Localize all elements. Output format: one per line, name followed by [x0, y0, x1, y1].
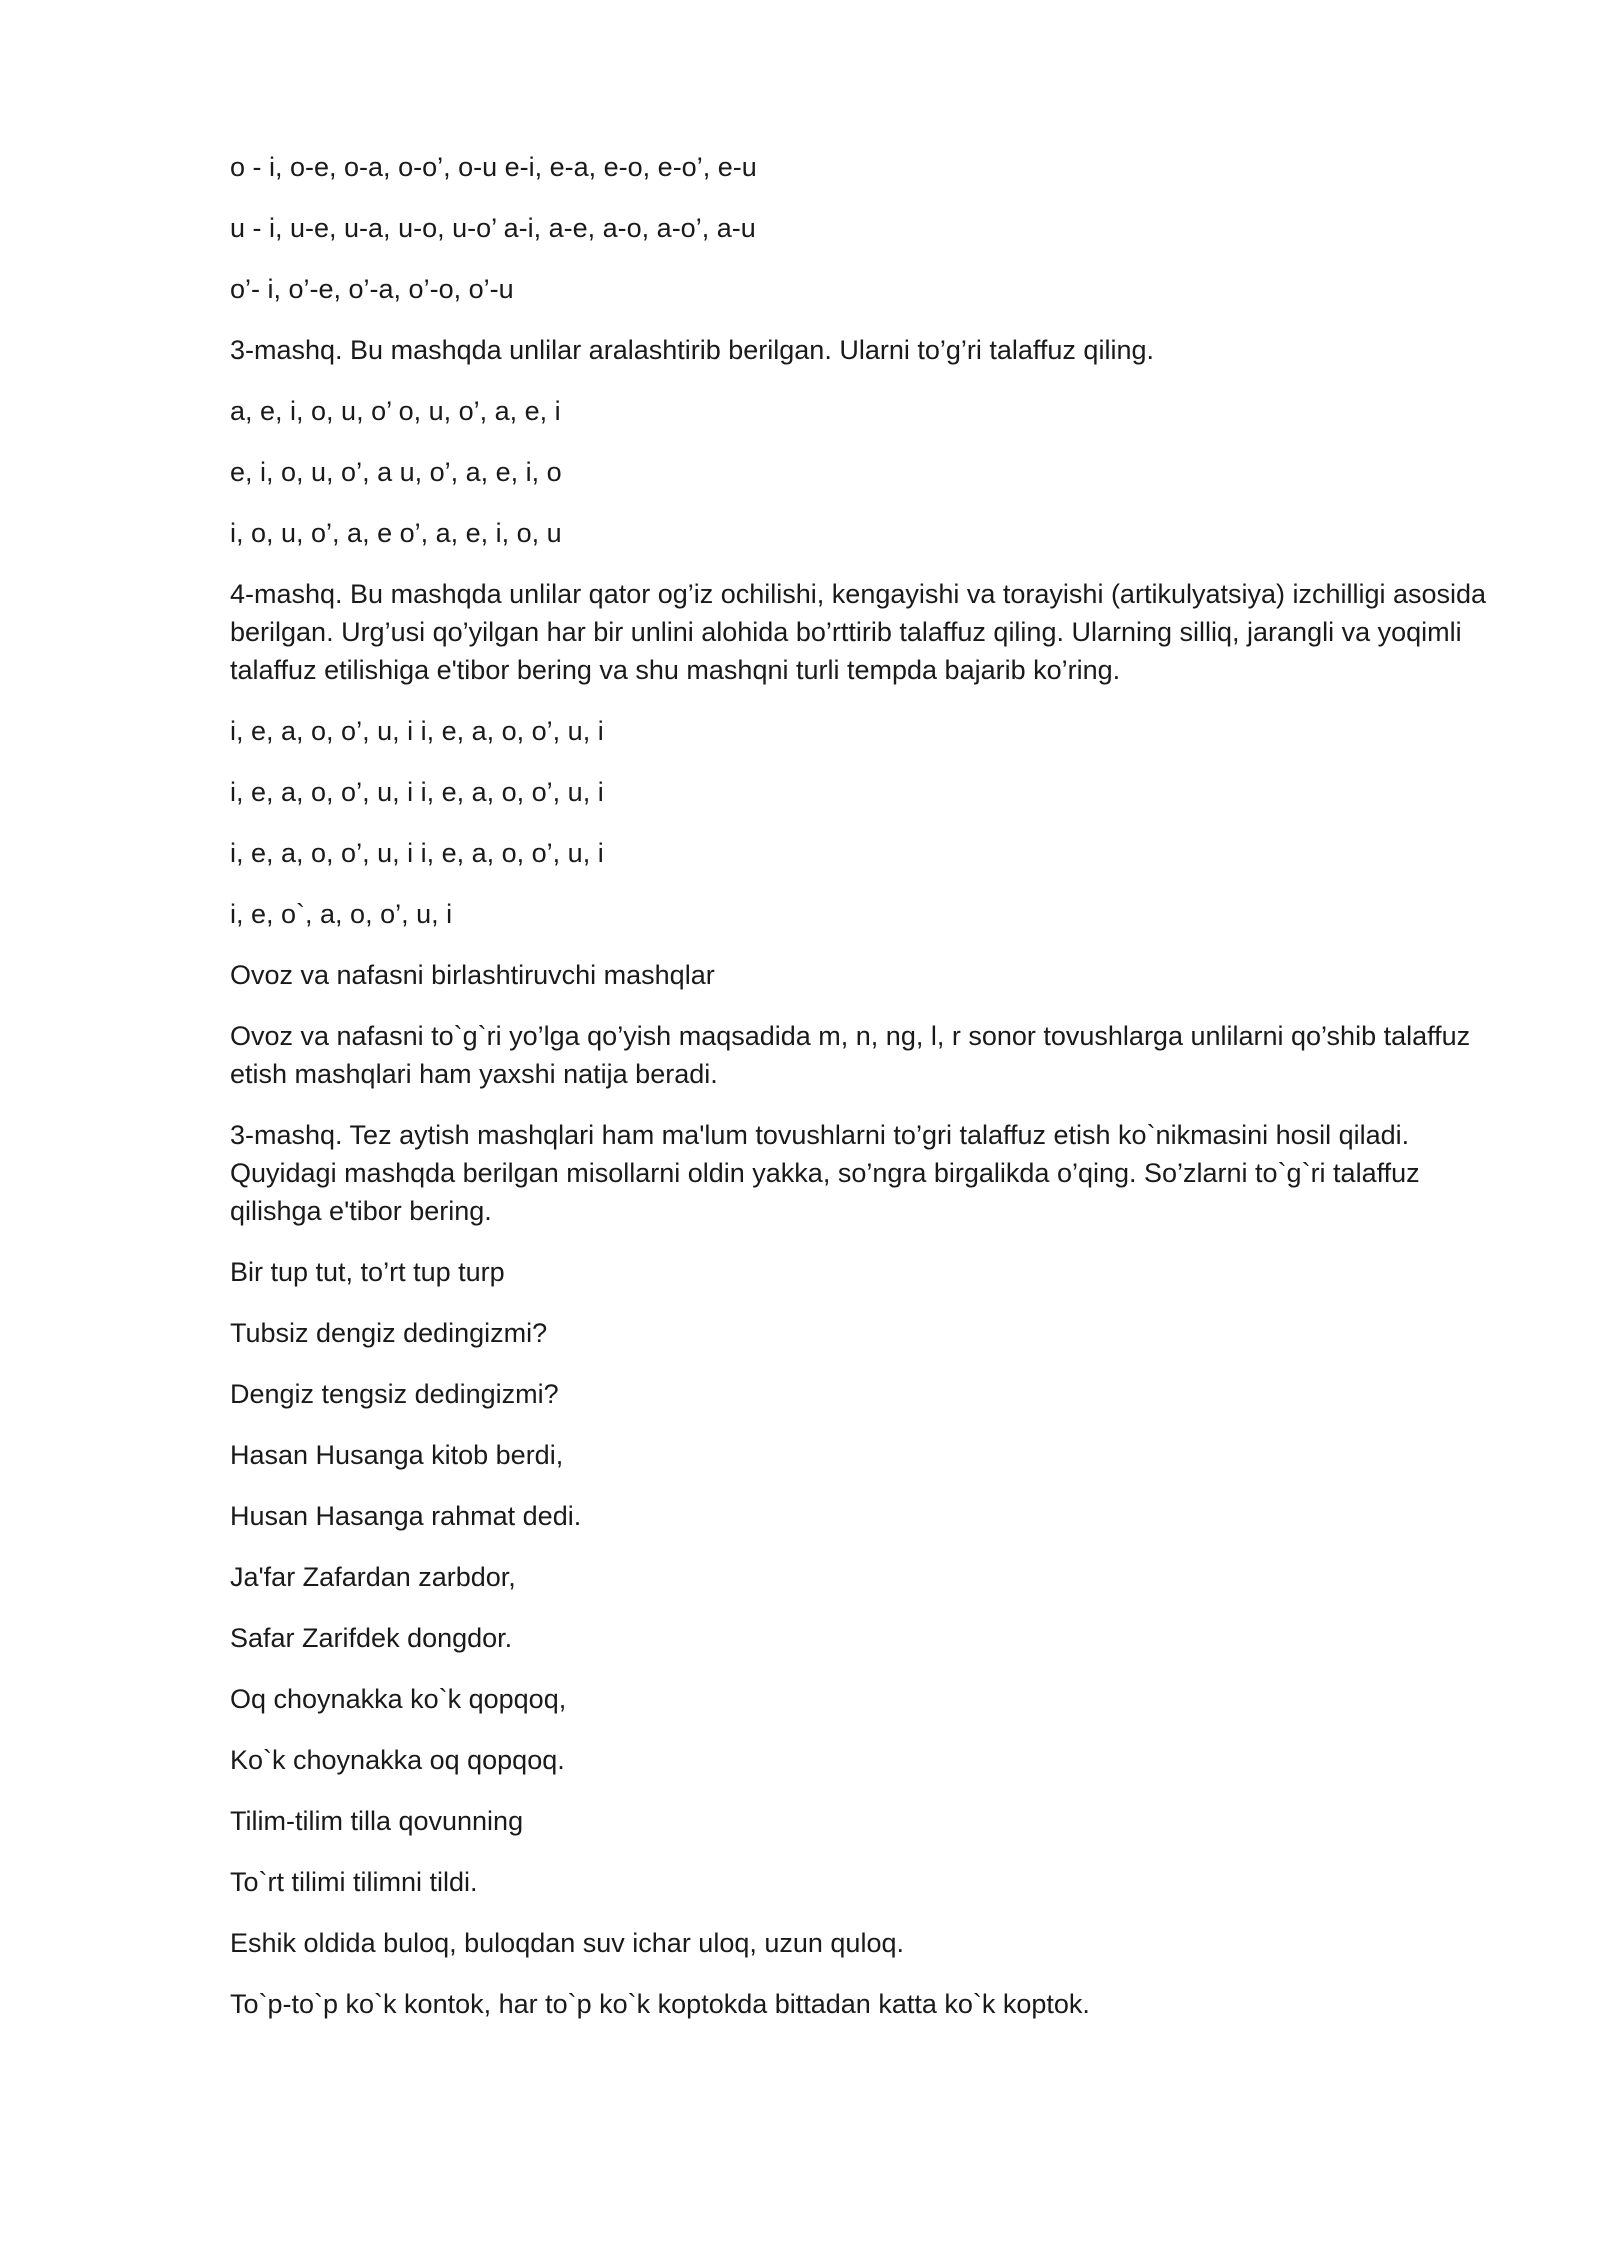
mixed-vowels-line-3: i, o, u, o’, a, e o’, a, e, i, o, u	[230, 518, 562, 548]
document-page	[230, 148, 1500, 2046]
exercise-3-tongue-twisters-instruction: 3-mashq. Tez aytish mashqlari ham ma'lum tovushlarni to’gri talaffuz etish ko`nikmasini hosil qiladi. Quyidagi mashqda berilgan misollarni oldin yakka, so’ngra birgalikda o’qing. So’zlarni to`g`ri talaffuz qilishga e'tibor bering.	[230, 1120, 1420, 1226]
tongue-twister-line: To`rt tilimi tilimni tildi.	[230, 1867, 478, 1897]
vowel-sequence-line-4: i, e, o`, a, o, o’, u, i	[230, 899, 453, 929]
tongue-twister-line: Dengiz tengsiz dedingizmi?	[230, 1379, 559, 1409]
tongue-twister-line: Tubsiz dengiz dedingizmi?	[230, 1318, 548, 1348]
tongue-twister-line: Hasan Husanga kitob berdi,	[230, 1440, 564, 1470]
vowel-pairs-line-2: u - i, u-e, u-a, u-o, u-o’ a-i, a-e, a-o, a-o’, a-u	[230, 213, 756, 243]
exercise-4-instruction: 4-mashq. Bu mashqda unlilar qator og’iz ochilishi, kengayishi va torayishi (artikulyatsiya) izchilligi asosida berilgan. Urg’usi qo’yilgan har bir unlini alohida bo’rttirib talaffuz qiling. Ularning silliq, jarangli va yoqimli talaffuz etilishiga e'tibor bering va shu mashqni turli tempda bajarib ko’ring.	[230, 579, 1487, 685]
tongue-twister-line: Tilim-tilim tilla qovunning	[230, 1806, 524, 1836]
section-heading: Ovoz va nafasni birlashtiruvchi mashqlar	[230, 960, 715, 990]
tongue-twister-line: To`p-to`p ko`k kontok, har to`p ko`k koptokda bittadan katta ko`k koptok.	[230, 1989, 1090, 2019]
vowel-sequence-line-3: i, e, a, o, o’, u, i i, e, a, o, o’, u, i	[230, 838, 604, 868]
tongue-twister-line: Safar Zarifdek dongdor.	[230, 1623, 513, 1653]
tongue-twister-line: Ko`k choynakka oq qopqoq.	[230, 1745, 565, 1775]
exercise-3-instruction: 3-mashq. Bu mashqda unlilar aralashtirib berilgan. Ularni to’g’ri talaffuz qiling.	[230, 335, 1154, 365]
tongue-twister-line: Ja'far Zafardan zarbdor,	[230, 1562, 516, 1592]
section-intro: Ovoz va nafasni to`g`ri yo’lga qo’yish maqsadida m, n, ng, l, r sonor tovushlarga unlilarni qo’shib talaffuz etish mashqlari ham yaxshi natija beradi.	[230, 1021, 1471, 1089]
tongue-twister-line: Bir tup tut, to’rt tup turp	[230, 1257, 505, 1287]
tongue-twister-line: Oq choynakka ko`k qopqoq,	[230, 1684, 567, 1714]
vowel-sequence-line-2: i, e, a, o, o’, u, i i, e, a, o, o’, u, i	[230, 777, 604, 807]
vowel-pairs-line-1: o - i, o-e, o-a, o-o’, o-u e-i, e-a, e-o, e-o’, e-u	[230, 152, 757, 182]
mixed-vowels-line-1: a, e, i, o, u, o’ o, u, o’, a, e, i	[230, 396, 561, 426]
mixed-vowels-line-2: e, i, o, u, o’, a u, o’, a, e, i, o	[230, 457, 562, 487]
tongue-twister-line: Eshik oldida buloq, buloqdan suv ichar uloq, uzun quloq.	[230, 1928, 904, 1958]
vowel-pairs-line-3: o’- i, o’-e, o’-a, o’-o, o’-u	[230, 274, 514, 304]
tongue-twister-line: Husan Hasanga rahmat dedi.	[230, 1501, 582, 1531]
vowel-sequence-line-1: i, e, a, o, o’, u, i i, e, a, o, o’, u, i	[230, 716, 604, 746]
